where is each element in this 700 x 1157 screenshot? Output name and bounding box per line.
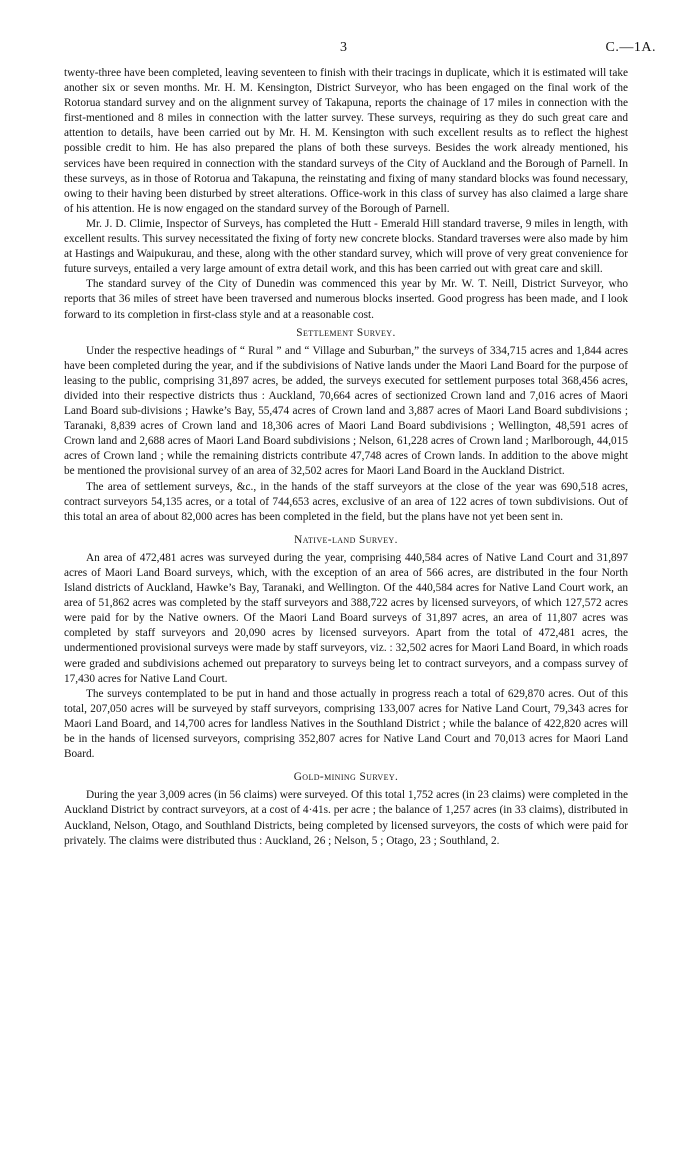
page-header <box>0 40 700 60</box>
page-number: 3 <box>340 40 347 55</box>
paragraph-native-land-contemplated: The surveys contemplated to be put in hand and those actually in progress reach a total of 629,870 acres. Out of this total, 207,050 acres will be surveyed by staff surveyors, comprising 133,007 acres for Native Land Court, 79,343 acres for Maori Land Board, and 14,700 acres for landless Natives in the Southland District ; while the balance of 422,820 acres will be in the hands of licensed surveyors, comprising 352,807 acres for Native Land Court and 70,013 acres for Maori Land Board. <box>64 687 628 761</box>
paragraph-dunedin-survey: The standard survey of the City of Dunedin was commenced this year by Mr. W. T. Neill, District Surveyor, who reports that 36 miles of street have been traversed and numerous blocks inserted. Good progress has been made, and I look forward to its completion in first-class style and at a reasonable cost. <box>64 278 628 321</box>
document-body <box>64 66 628 849</box>
paragraph-kensington-surveys: twenty-three have been completed, leaving seventeen to finish with their tracings in duplicate, which it is estimated will take another six or seven months. Mr. H. M. Kensington, District Surveyor, who has been engaged on the final work of the Rotorua standard survey and on the alignment survey of Takapuna, reports the chainage of 17 miles in connection with the first-mentioned and 8 miles in connection with the latter survey. These surveys, requiring as they do such great care and attention to details, have been carried out by Mr. H. M. Kensington with such excellent results as to reflect the highest possible credit to him. He has also prepared the plans of both these surveys. Besides the work already mentioned, his services have been required in connection with the standard surveys of the City of Auckland and the Borough of Parnell. In these surveys, as in those of Rotorua and Takapuna, the reinstating and fixing of many standard blocks was found necessary, owing to their having been disturbed by street alterations. Office-work in this class of survey has also claimed a large share of his attention. He is now engaged on the standard survey of the Borough of Parnell. <box>64 67 628 215</box>
paragraph-gold-mining-claims: During the year 3,009 acres (in 56 claims) were surveyed. Of this total 1,752 acres (in 23 claims) were completed in the Auckland District by contract surveyors, at a cost of 4·41s. per acre ; the balance of 1,257 acres (in 33 claims), distributed in Auckland, Nelson, Otago, and Southland Districts, being completed by licensed surveyors, the costs of which were paid for privately. The claims were distributed thus : Auckland, 26 ; Nelson, 5 ; Otago, 23 ; Southland, 2. <box>64 789 628 847</box>
paragraph-settlement-area: The area of settlement surveys, &c., in the hands of the staff surveyors at the close of the year was 690,518 acres, contract surveyors 54,135 acres, or a total of 744,653 acres, exclusive of an area of 122 acres of town subdivisions. Out of this total an area of about 82,000 acres has been completed in the field, but the plans have not yet been sent in. <box>64 480 628 523</box>
heading-gold-mining-survey: Gold-mining Survey. <box>293 771 399 784</box>
heading-native-land-survey: Native-land Survey. <box>294 533 398 546</box>
paragraph-settlement-totals: Under the respective headings of “ Rural ” and “ Village and Suburban,” the surveys of 334,715 acres and 1,844 acres have been completed during the year, and if the subdivisions of Native lands under the Maori Land Board for the purpose of leasing to the public, comprising 31,897 acres, be added, the surveys executed for settlement purposes total 368,456 acres, divided into their respective districts thus : Auckland, 70,664 acres of sectionized Crown land and 7,016 acres of Maori Land Board sub-divisions ; Hawke’s Bay, 55,474 acres of Crown land and 3,887 acres of Maori Land Board subdivisions ; Taranaki, 8,839 acres of Crown land and 18,306 acres of Maori Land Board subdivisions ; Wellington, 48,591 acres of Crown land and 2,688 acres of Maori Land Board subdivisions ; Nelson, 61,228 acres of Crown land ; Marlborough, 44,015 acres of Crown land ; while the remaining districts contribute 47,748 acres of Crown lands. In addition to the above might be mentioned the provisional survey of an area of 32,502 acres for Maori Land Board in the Auckland District. <box>64 344 628 478</box>
document-reference: C.—1A. <box>605 40 656 55</box>
heading-settlement-survey: Settlement Survey. <box>296 326 396 339</box>
paragraph-native-land-area: An area of 472,481 acres was surveyed during the year, comprising 440,584 acres of Native Land Court and 31,897 acres of Maori Land Board surveys, which, with the exception of an area of 566 acres, are distributed in the four North Island districts of Auckland, Hawke’s Bay, Taranaki, and Wellington. Of the 440,584 acres for Native Land Court work, an area of 51,862 acres was completed by the staff surveyors and 388,722 acres by licensed surveyors, of which 127,572 acres were paid for by the Native owners. Of the Maori Land Board surveys of 31,897 acres, an area of 11,807 acres was completed by staff surveyors and 20,090 acres by licensed surveyors. Apart from the total of 472,481 acres, the undermentioned provisional surveys were made by staff surveyors, viz. : 32,502 acres for Maori Land Board, in which roads were graded and subdivisions achemed out preparatory to surveys being let to contract surveyors, and a compass survey of 17,430 acres for Native Land Court. <box>64 551 628 685</box>
paragraph-climie-traverse: Mr. J. D. Climie, Inspector of Surveys, has completed the Hutt - Emerald Hill standard traverse, 9 miles in length, with excellent results. This survey necessitated the fixing of forty new concrete blocks. Standard traverses were also made by him at Hastings and Waipukurau, and these, along with the other standard survey, which will prove of very great convenience for future surveys, entailed a very large amount of extra detail work, and this has been carried out with great care and skill. <box>64 217 628 276</box>
